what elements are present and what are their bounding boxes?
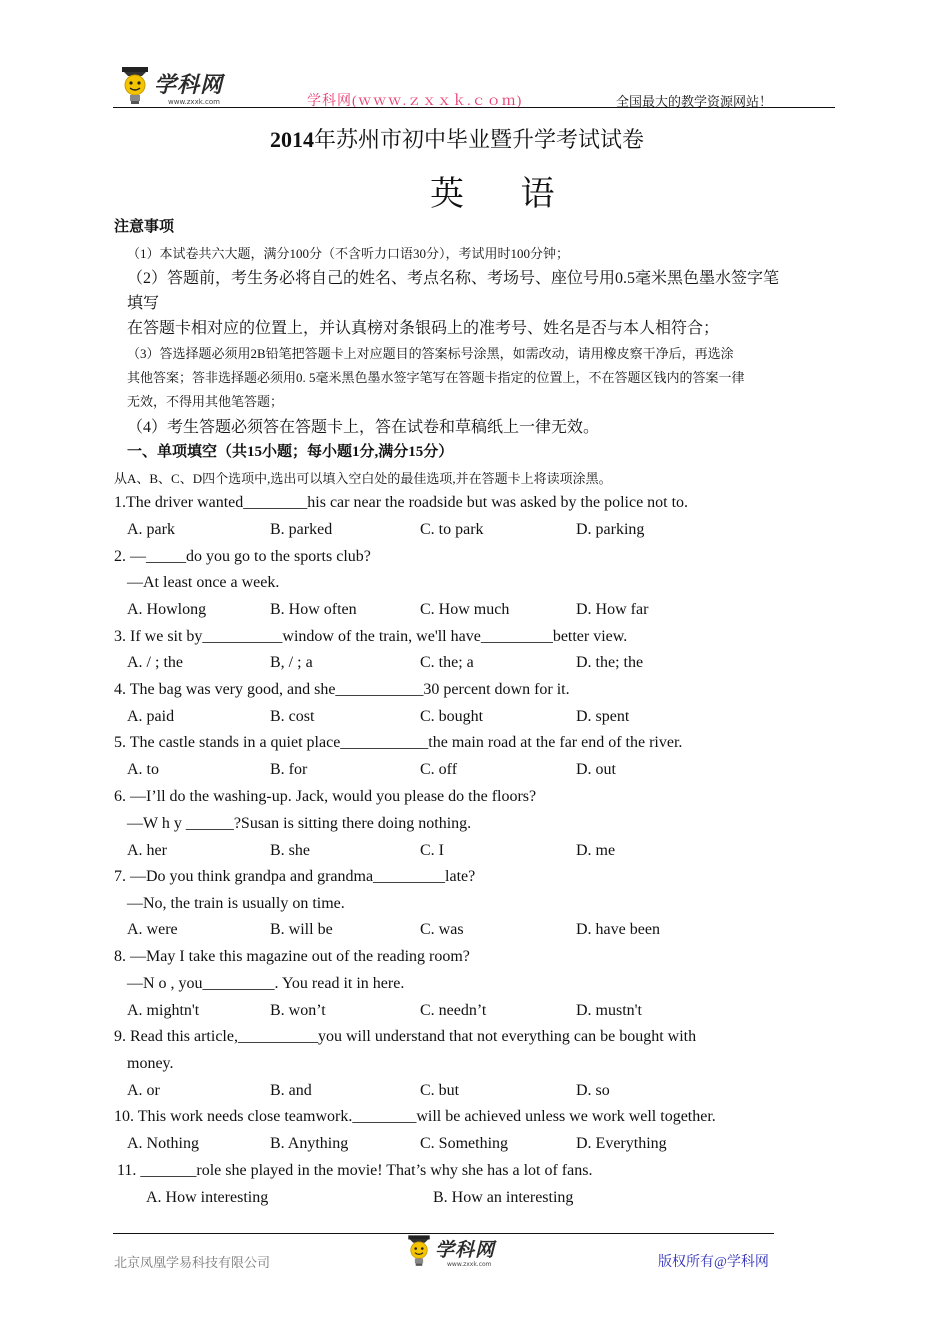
- question-stem: 10. This work needs close teamwork.________will be achieved unless we work well together.: [114, 1108, 716, 1125]
- option-d: D. me: [576, 842, 616, 859]
- option-a: A. mightn't: [127, 1002, 200, 1019]
- notice-line-2: （2）答题前，考生务必将自己的姓名、考点名称、考场号、座位号用0.5毫米黑色墨水签字笔: [127, 270, 780, 287]
- notice-heading: 注意事项: [114, 219, 175, 235]
- option-b: B. cost: [270, 708, 315, 725]
- option-b: B. won’t: [270, 1002, 326, 1019]
- option-a: A. Nothing: [127, 1135, 199, 1152]
- question-stem: 1.The driver wanted________his car near the roadside but was asked by the police not to.: [114, 494, 689, 511]
- option-d: D. have been: [576, 921, 660, 938]
- question-reply: —W h y ______?Susan is sitting there doing nothing.: [127, 815, 472, 832]
- option-c: C. How much: [420, 601, 510, 618]
- lightbulb-mascot-icon: [405, 1234, 433, 1268]
- question-stem: 7. —Do you think grandpa and grandma_________late?: [114, 868, 476, 885]
- footer-company: 北京凤凰学易科技有限公司: [114, 1256, 271, 1271]
- exam-title-text: 年苏州市初中毕业暨升学考试试卷: [314, 127, 645, 152]
- option-c: C. but: [420, 1082, 460, 1099]
- question-reply: —No, the train is usually on time.: [127, 895, 345, 912]
- notice-line-3: 填写: [127, 295, 160, 312]
- section1-instruction: 从A、B、C、D四个选项中,选出可以填入空白处的最佳选项,并在答题卡上将读项涂黑。: [114, 471, 612, 486]
- option-c: C. the; a: [420, 654, 474, 671]
- header-rule: [113, 107, 835, 108]
- question-stem: 4. The bag was very good, and she___________30 percent down for it.: [114, 681, 570, 698]
- option-d: D. mustn't: [576, 1002, 642, 1019]
- header-slogan: 全国最大的教学资源网站！: [616, 94, 773, 109]
- option-a: A. How interesting: [146, 1189, 269, 1206]
- question-stem: 6. —I’ll do the washing-up. Jack, would you please do the floors?: [114, 788, 537, 805]
- notice-line-5: （3）答选择题必须用2B铅笔把答题卡上对应题目的答案标号涂黑，如需改动，请用橡皮察干净后，再选涂: [127, 346, 734, 361]
- notice-line-8: （4）考生答题必须答在答题卡上，答在试卷和草稿纸上一律无效。: [127, 419, 600, 436]
- option-c: C. off: [420, 761, 458, 778]
- footer-logo: [405, 1234, 495, 1268]
- section1-heading: 一、单项填空（共15小题；每小题1分,满分15分）: [127, 444, 454, 460]
- option-c: C. was: [420, 921, 464, 938]
- header-site-link[interactable]: 学科网(ｗｗｗ.ｚｘｘｋ.ｃｏｍ): [307, 94, 523, 109]
- option-b: B. for: [270, 761, 308, 778]
- option-a: A. park: [127, 521, 175, 538]
- question-stem-continued: money.: [127, 1055, 174, 1072]
- option-d: D. parking: [576, 521, 645, 538]
- option-b: B. she: [270, 842, 310, 859]
- notice-line-4: 在答题卡相对应的位置上，并认真榜对条银码上的准考号、姓名是否与本人相符合；: [127, 320, 720, 337]
- option-b: B. parked: [270, 521, 333, 538]
- option-d: D. spent: [576, 708, 630, 725]
- option-b: B. How often: [270, 601, 357, 618]
- option-b: B, / ; a: [270, 654, 313, 671]
- question-stem: 5. The castle stands in a quiet place___________the main road at the far end of the river.: [114, 734, 683, 751]
- option-a: A. / ; the: [127, 654, 183, 671]
- option-b: B. Anything: [270, 1135, 349, 1152]
- subject-heading: 英 语: [430, 176, 579, 213]
- logo-url: www.zxxk.com: [447, 1261, 492, 1268]
- question-stem: 9. Read this article,__________you will understand that not everything can be bought with: [114, 1028, 697, 1045]
- option-b: B. How an interesting: [433, 1189, 574, 1206]
- footer-copyright[interactable]: 版权所有@学科网: [658, 1255, 769, 1270]
- question-reply: —N o , you_________. You read it in here.: [127, 975, 405, 992]
- option-a: A. or: [127, 1082, 160, 1099]
- option-d: D. How far: [576, 601, 649, 618]
- question-stem: 8. —May I take this magazine out of the reading room?: [114, 948, 470, 965]
- exam-title: [270, 123, 644, 154]
- logo-url: www.zxxk.com: [168, 98, 220, 106]
- question-stem: 11. _______role she played in the movie! That’s why she has a lot of fans.: [117, 1162, 593, 1179]
- option-a: A. Howlong: [127, 601, 207, 618]
- exam-year: 2014: [270, 127, 314, 152]
- option-a: A. paid: [127, 708, 175, 725]
- notice-line-7: 无效，不得用其他笔答题；: [127, 394, 284, 409]
- header-logo: [118, 66, 223, 106]
- option-c: C. Something: [420, 1135, 509, 1152]
- logo-wordmark: 学科网: [154, 73, 224, 98]
- notice-line-1: （1）本试卷共六大题，满分100分（不含听力口语30分），考试用时100分钟；: [127, 246, 570, 261]
- option-b: B. will be: [270, 921, 333, 938]
- question-stem: 2. —_____do you go to the sports club?: [114, 548, 371, 565]
- option-c: C. to park: [420, 521, 484, 538]
- option-a: A. were: [127, 921, 178, 938]
- question-stem: 3. If we sit by__________window of the train, we'll have_________better view.: [114, 628, 628, 645]
- option-d: D. so: [576, 1082, 610, 1099]
- notice-line-6: 其他答案；答非选择题必须用0. 5毫米黑色墨水签字笔写在答题卡指定的位置上，不在答题区钱内的答案一律: [127, 370, 745, 385]
- option-c: C. I: [420, 842, 444, 859]
- logo-wordmark: 学科网: [435, 1239, 496, 1261]
- option-a: A. her: [127, 842, 167, 859]
- option-c: C. bought: [420, 708, 484, 725]
- lightbulb-mascot-icon: [118, 66, 152, 106]
- question-reply: —At least once a week.: [127, 574, 280, 591]
- option-b: B. and: [270, 1082, 312, 1099]
- option-c: C. needn’t: [420, 1002, 487, 1019]
- option-a: A. to: [127, 761, 159, 778]
- option-d: D. out: [576, 761, 616, 778]
- option-d: D. the; the: [576, 654, 644, 671]
- option-d: D. Everything: [576, 1135, 667, 1152]
